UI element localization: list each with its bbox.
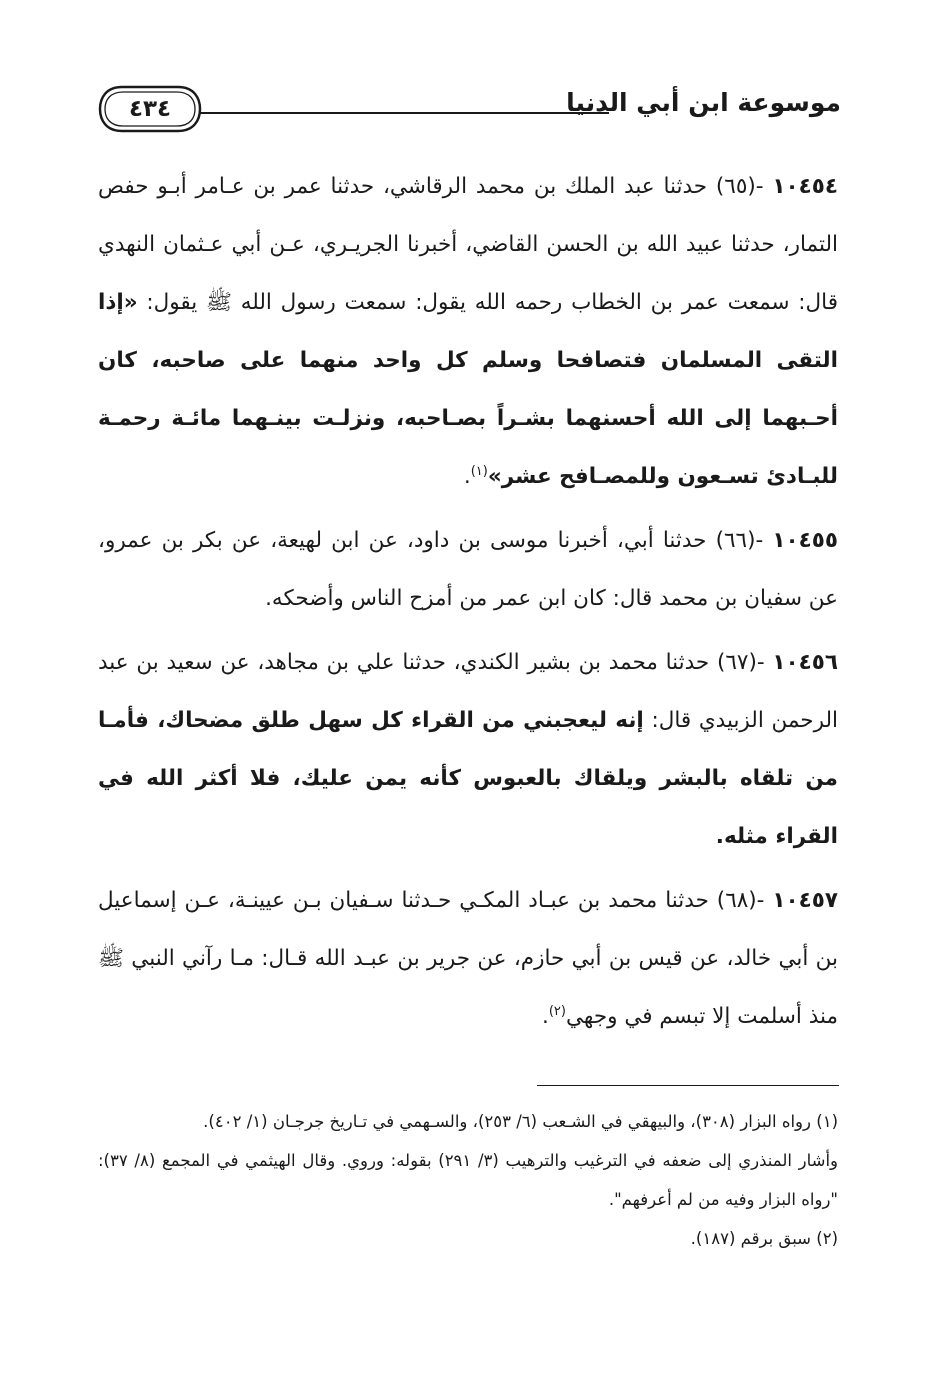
entry-text: -(٦٥) حدثنا عبد الملك بن محمد الرقاشي، حدثنا عمر بن عـامر أبـو حفص التمار، حدثنا عبيد الله بن الحسن القاضي، أخبرنا الجريـري، عـن أبي عـثمان النهدي قال: سمعت عمر بن الخطاب رحمه الله يقول: سمعت رسول الله ﷺ يقول:: [98, 174, 838, 315]
entry-end: .: [463, 464, 471, 489]
entry-number: ١٠٤٥٧: [772, 888, 839, 913]
main-text: [98, 158, 838, 1052]
entry-number: ١٠٤٥٤: [772, 174, 838, 199]
entry-text: -(٦٧) حدثنا محمد بن بشير الكندي، حدثنا علي بن مجاهد، عن سعيد بن عبد الرحمن الزبيدي قال:: [98, 650, 838, 733]
hadith-entry: [98, 872, 838, 1046]
hadith-entry: [98, 512, 838, 628]
entry-number: ١٠٤٥٥: [772, 528, 838, 553]
entry-end: .: [542, 1004, 549, 1029]
footnote-ref: (٢): [548, 1003, 566, 1019]
footnote-item: (١) رواه البزار (٣٠٨)، والبيهقي في الشـعب (٦/ ٢٥٣)، والسـهمي في تـاريخ جرجـان (١/ ٤٠٢).: [203, 1112, 838, 1131]
hadith-quote: إنه ليعجبني من القراء كل سهل طلق مضحاك، فأمـا من تلقاه بالبشر ويلقاك بالعبوس كأنه يمن عليك، فلا أكثر الله في القراء مثله.: [98, 708, 838, 849]
hadith-quote: «إذا التقى المسلمان فتصافحا وسلم كل واحد منهما على صاحبه، كان أحـبهما إلى الله أحسنهما بشـراً بصـاحبه، ونزلـت بينـهما مائـة رحمـة للبـادئ تسـعون وللمصـافح عشر»: [98, 290, 838, 489]
entry-text: -(٦٦) حدثنا أبي، أخبرنا موسى بن داود، عن ابن لهيعة، عن بكر بن عمرو، عن سفيان بن محمد قال: كان ابن عمر من أمزح الناس وأضحكه.: [98, 528, 838, 611]
footnote-divider: [537, 1085, 839, 1086]
entry-text: -(٦٨) حدثنا محمد بن عبـاد المكـي حـدثنا سـفيان بـن عيينـة، عـن إسماعيل بن أبي خالد، عن قيس بن أبي حازم، عن جرير بن عبـد الله قـال: مـا رآني النبي ﷺ منذ أسلمت إلا تبسم في وجهي: [98, 888, 838, 1029]
hadith-entry: [98, 158, 838, 506]
footnote-ref: (١): [470, 463, 488, 479]
footnotes: [98, 1102, 838, 1258]
footnote-item: (٢) سبق برقم (١٨٧).: [690, 1229, 838, 1248]
hadith-entry: [98, 634, 838, 866]
book-title: موسوعة ابن أبي الدنيا: [566, 88, 841, 117]
page-number-frame: [98, 84, 202, 134]
page-header: [96, 82, 841, 142]
entry-number: ١٠٤٥٦: [772, 650, 838, 675]
header-rule: [200, 112, 609, 114]
footnote-item: وأشار المنذري إلى ضعفه في الترغيب والترهيب (٣/ ٢٩١) بقوله: وروي. وقال الهيثمي في المجمع (٨/ ٣٧): "رواه البزار وفيه من لم أعرفهم".: [98, 1151, 838, 1209]
page-number: ٤٣٤: [128, 96, 172, 122]
